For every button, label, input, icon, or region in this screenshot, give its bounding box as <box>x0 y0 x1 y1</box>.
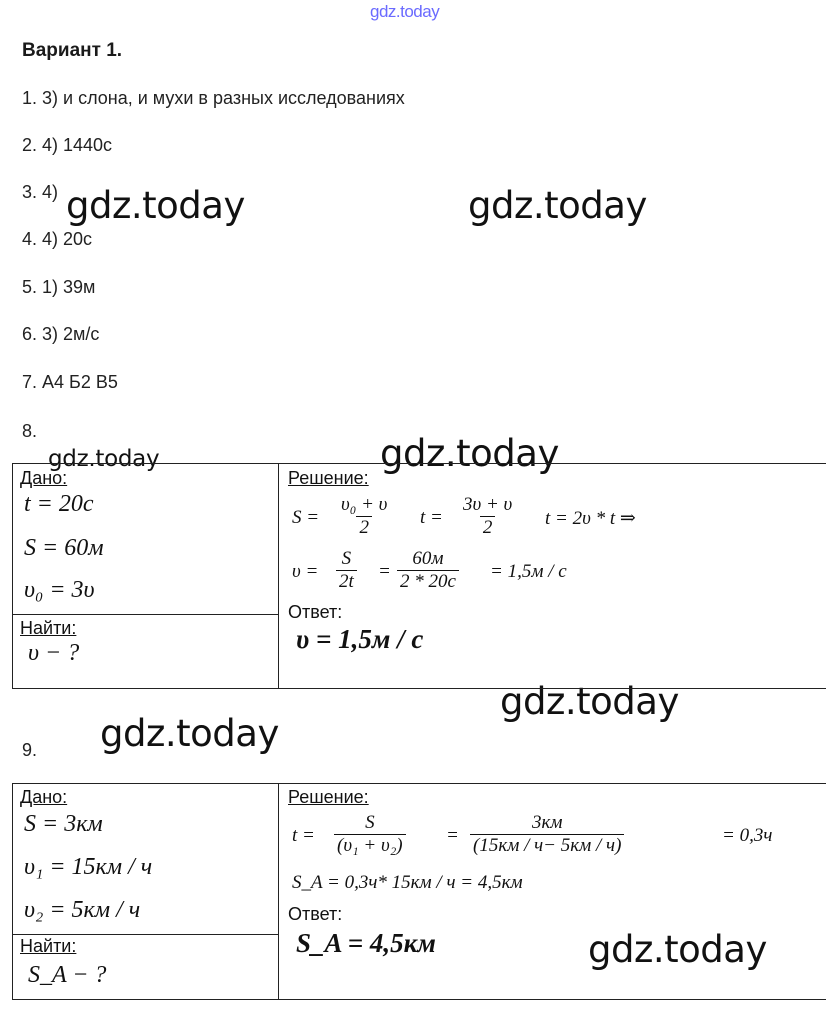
task9-given-speed-1: υ₁ = 15км / ч <box>24 854 153 880</box>
answer-3: 3. 4) <box>22 182 59 202</box>
task9-eq1-fraction-1 <box>334 812 406 857</box>
watermark: gdz.today <box>500 680 679 723</box>
task8-solution-label: Решение: <box>288 468 369 488</box>
numerator: 60м <box>412 548 444 569</box>
page-title: Вариант 1. <box>22 40 123 61</box>
numerator: 3км <box>531 812 563 833</box>
task8-given-distance: S = 60м <box>24 535 104 561</box>
task9-find: S_A − ? <box>28 962 107 988</box>
answer-7: 7. А4 Б2 В5 <box>22 372 118 392</box>
task8-find: υ − ? <box>28 640 80 666</box>
task8-column-divider <box>278 463 279 688</box>
watermark: gdz.today <box>66 184 245 227</box>
task8-eq2-fraction-1 <box>336 548 357 593</box>
task9-eq1-lhs: t = <box>292 825 315 846</box>
task8-eq2-mid: = <box>378 561 391 582</box>
task9-eq1-rhs: = 0,3ч <box>722 825 773 846</box>
task8-eq1-mid: t = <box>420 507 443 528</box>
task8-eq2-rhs: = 1,5м / c <box>490 561 567 582</box>
task9-number: 9. <box>22 740 38 760</box>
watermark: gdz.today <box>100 712 279 755</box>
task8-eq2-lhs: υ = <box>292 561 319 582</box>
answer-4: 4. 4) 20с <box>22 229 93 249</box>
watermark: gdz.today <box>588 928 767 971</box>
task8-given-label: Дано: <box>20 468 68 488</box>
task9-eq1-fraction-2 <box>470 812 624 857</box>
numerator: 3υ + υ <box>463 494 513 515</box>
task9-answer: S_A = 4,5км <box>296 928 436 958</box>
numerator: S <box>365 812 375 833</box>
top-watermark: gdz.today <box>370 2 440 21</box>
denominator: (15км / ч− 5км / ч) <box>470 834 624 857</box>
task8-answer-label: Ответ: <box>288 602 343 622</box>
task9-column-divider <box>278 783 279 999</box>
task9-solution-label: Решение: <box>288 787 369 807</box>
watermark: gdz.today <box>380 432 559 475</box>
task9-given-label: Дано: <box>20 787 68 807</box>
task8-eq1-fraction-1 <box>338 494 390 539</box>
task8-eq1-rhs: t = 2υ * t ⇒ <box>545 508 636 529</box>
answer-2: 2. 4) 1440с <box>22 135 113 155</box>
task8-find-label: Найти: <box>20 618 77 638</box>
task8-answer: υ = 1,5м / c <box>296 624 424 654</box>
answer-6: 6. 3) 2м/с <box>22 324 100 344</box>
task9-row-divider <box>12 934 279 935</box>
task9-eq2: S_A = 0,3ч* 15км / ч = 4,5км <box>292 872 523 893</box>
task9-given-distance: S = 3км <box>24 811 103 837</box>
task8-row-divider <box>12 614 279 615</box>
task8-given-speed: υ₀ = 3υ <box>24 577 95 603</box>
watermark: gdz.today <box>48 446 160 472</box>
task9-answer-label: Ответ: <box>288 904 343 924</box>
denominator: 2 * 20c <box>397 570 459 593</box>
task8-eq1-fraction-2 <box>460 494 515 539</box>
task8-eq1-lhs: S = <box>292 507 320 528</box>
denominator: (υ₁ + υ₂) <box>334 834 406 857</box>
task8-eq2-fraction-2 <box>397 548 459 593</box>
denominator: 2 <box>356 516 372 539</box>
denominator: 2 <box>480 516 496 539</box>
task8-given-time: t = 20c <box>24 491 94 517</box>
numerator: S <box>341 548 352 569</box>
denominator: 2t <box>336 570 357 593</box>
task8-number: 8. <box>22 421 38 441</box>
task9-eq1-mid: = <box>446 825 459 846</box>
answer-5: 5. 1) 39м <box>22 277 96 297</box>
task9-find-label: Найти: <box>20 936 77 956</box>
answer-1: 1. 3) и слона, и мухи в разных исследованиях <box>22 88 405 108</box>
task9-given-speed-2: υ₂ = 5км / ч <box>24 897 141 923</box>
numerator: υ₀ + υ <box>341 494 388 515</box>
watermark: gdz.today <box>468 184 647 227</box>
